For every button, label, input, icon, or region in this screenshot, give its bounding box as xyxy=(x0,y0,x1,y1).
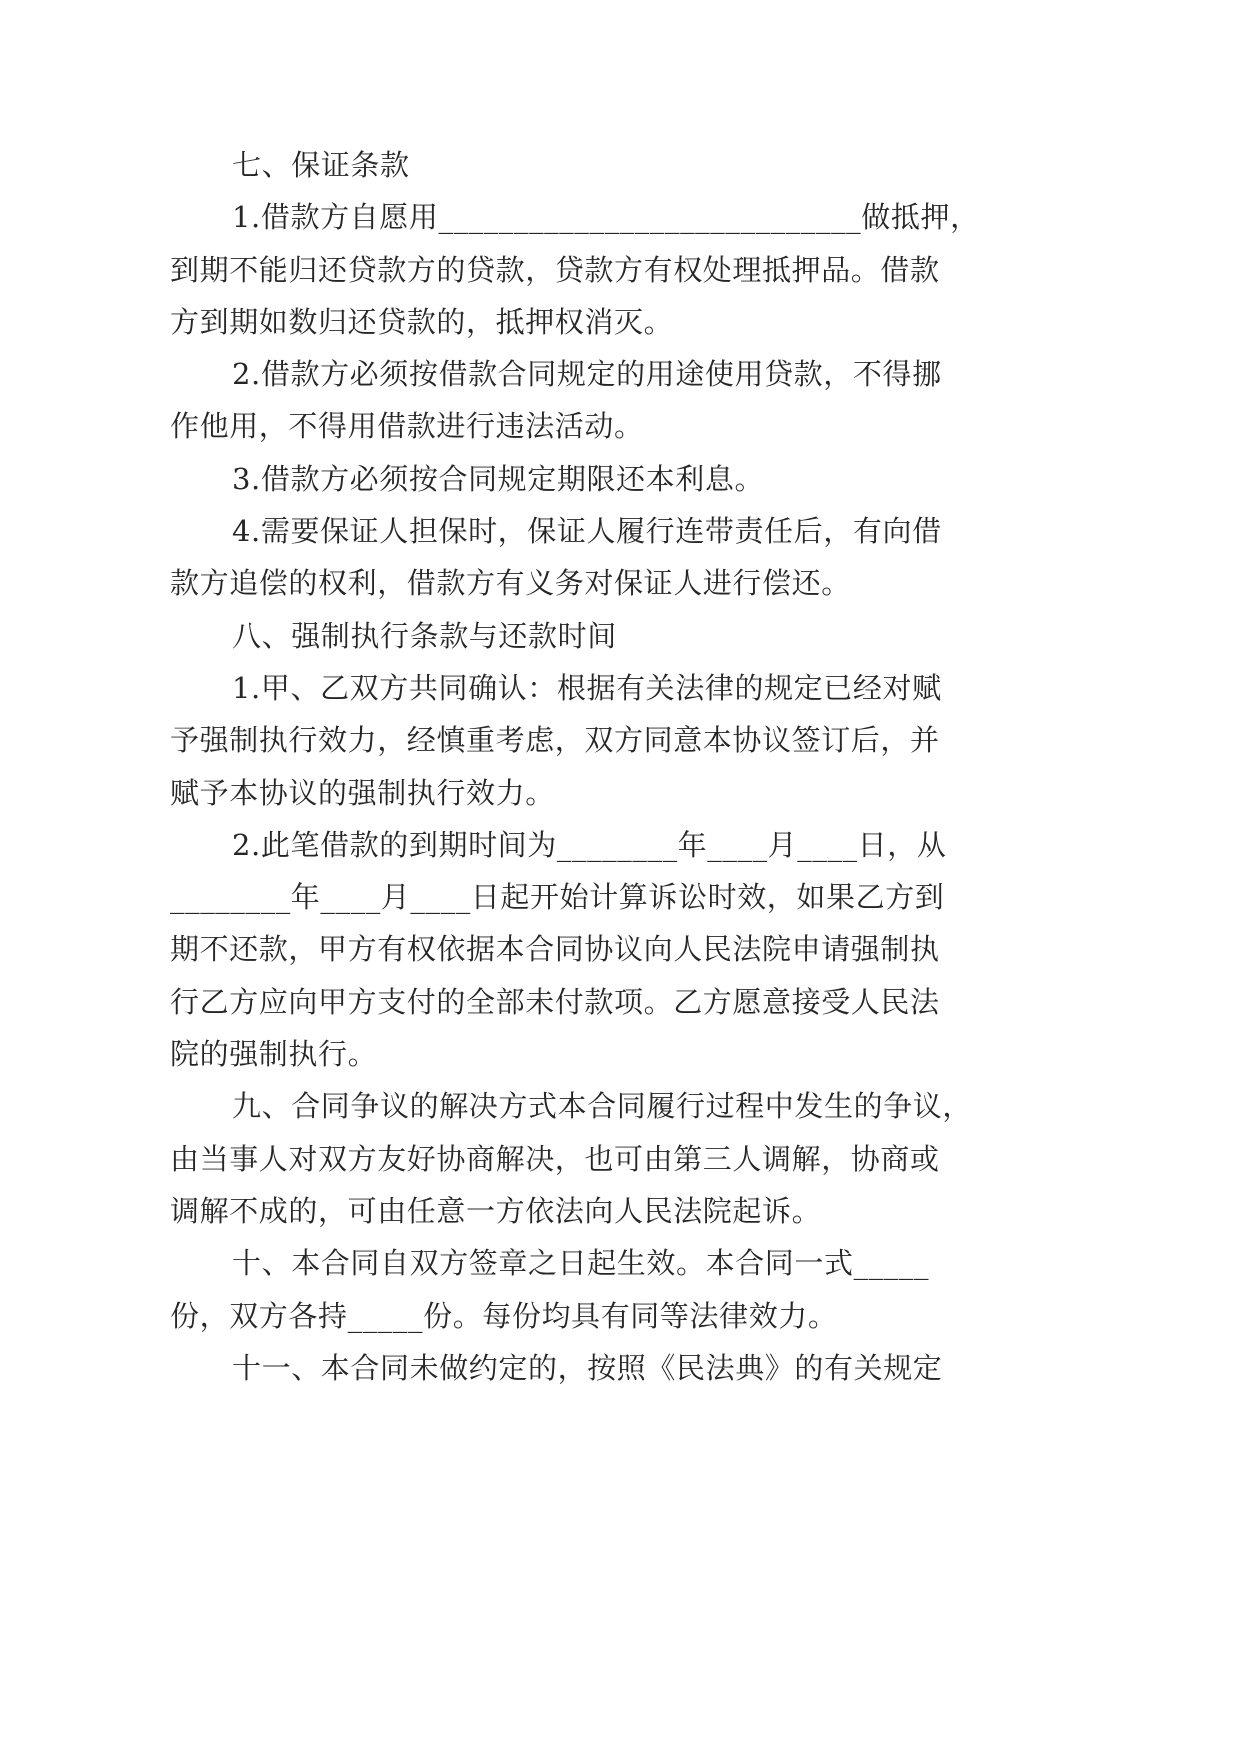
text-line: 期不还款，甲方有权依据本合同协议向人民法院申请强制执 xyxy=(170,932,940,967)
section-heading-guarantee: 七、保证条款 xyxy=(232,148,410,182)
text-line: 院的强制执行。 xyxy=(170,1037,378,1072)
text-line: 2.借款方必须按借款合同规定的用途使用贷款，不得挪 xyxy=(232,357,942,392)
text-line: 2.此笔借款的到期时间为________年____月____日，从 xyxy=(232,827,947,862)
text-line: 3.借款方必须按合同规定期限还本利息。 xyxy=(232,461,765,496)
section-heading-dispute: 九、合同争议的解决方式本合同履行过程中发生的争议， xyxy=(232,1089,973,1124)
text-line: 1.甲、乙双方共同确认：根据有关法律的规定已经对赋 xyxy=(232,670,942,705)
text-line: 调解不成的，可由任意一方依法向人民法院起诉。 xyxy=(170,1193,822,1228)
text-line: 作他用，不得用借款进行违法活动。 xyxy=(170,409,644,444)
section-heading-enforcement: 八、强制执行条款与还款时间 xyxy=(232,618,617,653)
text-line: 4.需要保证人担保时，保证人履行连带责任后，有向借 xyxy=(232,514,942,549)
text-line: 行乙方应向甲方支付的全部未付款项。乙方愿意接受人民法 xyxy=(170,984,940,1019)
section-heading-unspecified-matters: 十一、本合同未做约定的，按照《民法典》的有关规定 xyxy=(232,1350,943,1385)
text-line: 由当事人对双方友好协商解决，也可由第三人调解，协商或 xyxy=(170,1141,940,1176)
document-body xyxy=(170,139,1130,1394)
text-line: 予强制执行效力，经慎重考虑，双方同意本协议签订后，并 xyxy=(170,723,940,758)
text-line: 款方追偿的权利，借款方有义务对保证人进行偿还。 xyxy=(170,566,851,601)
text-line: ________年____月____日起开始计算诉讼时效，如果乙方到 xyxy=(170,880,945,915)
text-line: 赋予本协议的强制执行效力。 xyxy=(170,775,555,810)
section-heading-effectiveness: 十、本合同自双方签章之日起生效。本合同一式_____ xyxy=(232,1246,930,1281)
text-line: 1.借款方自愿用____________________________做抵押， xyxy=(232,200,980,235)
text-line: 到期不能归还贷款方的贷款，贷款方有权处理抵押品。借款 xyxy=(170,252,940,287)
text-line: 份，双方各持_____份。每份均具有同等法律效力。 xyxy=(170,1298,838,1333)
text-line: 方到期如数归还贷款的，抵押权消灭。 xyxy=(170,304,674,339)
